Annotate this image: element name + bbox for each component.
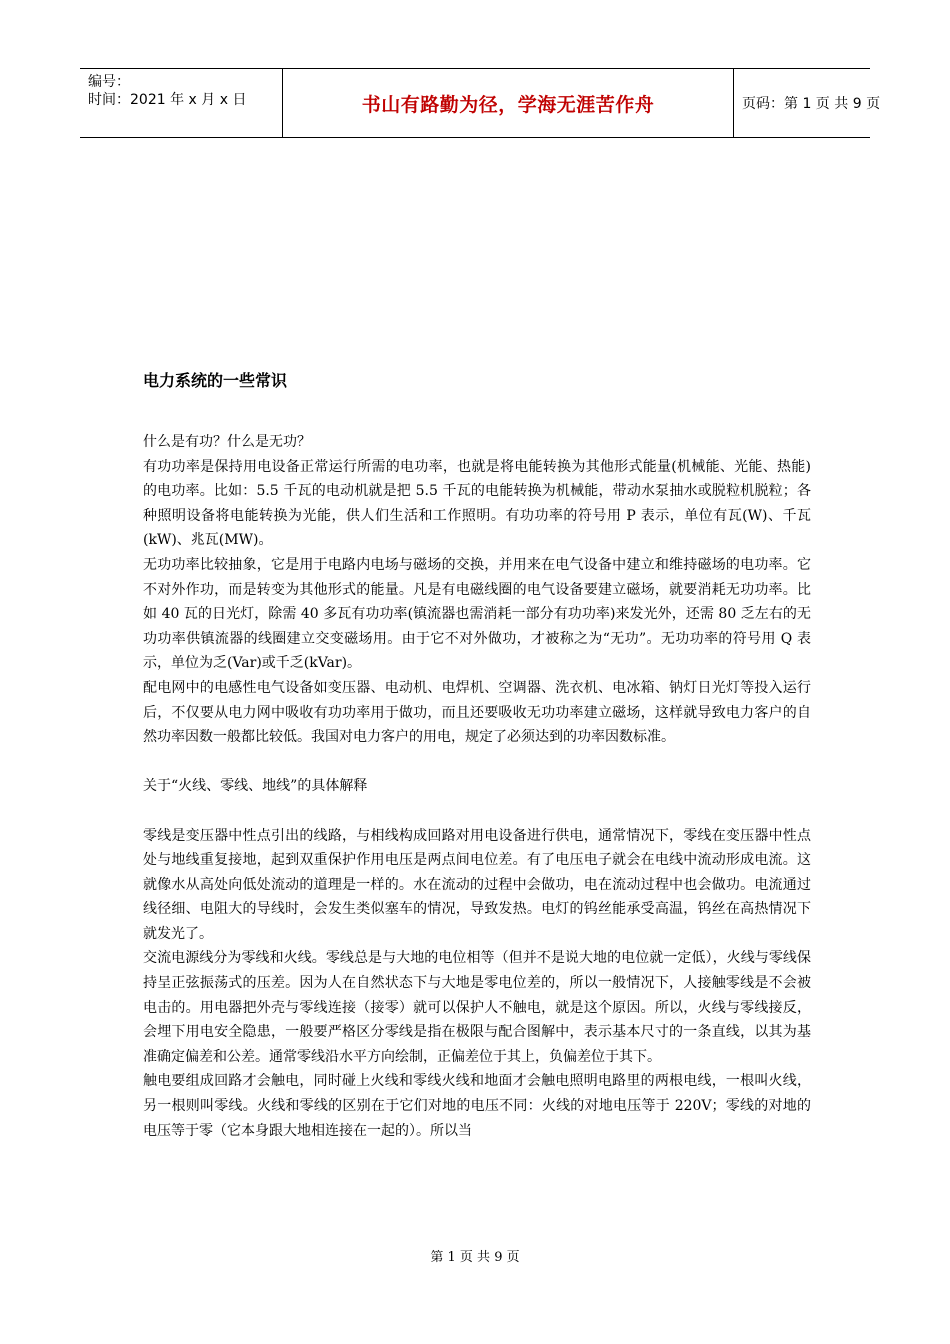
paragraph: 有功功率是保持用电设备正常运行所需的电功率，也就是将电能转换为其他形式能量(机械能、光能、热能)的电功率。比如：5.5 千瓦的电动机就是把 5.5 千瓦的电能转换为机械能，带动水泵抽水或脱粒机脱粒；各种照明设备将电能转换为光能，供人们生活和工作照明。有功功率的符号用 P 表示，单位有瓦(W)、千瓦(kW)、兆瓦(MW)。 [143, 458, 811, 549]
header-motto-cell [282, 69, 734, 137]
paragraph: 交流电源线分为零线和火线。零线总是与大地的电位相等（但并不是说大地的电位就一定低），火线与零线保持呈正弦振荡式的压差。因为人在自然状态下与大地是零电位差的，所以一般情况下，人接触零线是不会被电击的。用电器把外壳与零线连接（接零）就可以保护人不触电，就是这个原因。所以，火线与零线接反，会埋下用电安全隐患，一般要严格区分零线是指在极限与配合图解中，表示基本尺寸的一条直线，以其为基准确定偏差和公差。通常零线沿水平方向绘制，正偏差位于其上，负偏差位于其下。 [143, 950, 811, 1065]
document-body [143, 430, 811, 1143]
document-date: 时间：2021 年 x 月 x 日 [88, 92, 247, 108]
header-page-cell [733, 69, 881, 137]
header-motto: 书山有路勤为径，学海无涯苦作舟 [361, 93, 655, 116]
document-number: 编号： [88, 74, 130, 90]
paragraph: 零线是变压器中性点引出的线路，与相线构成回路对用电设备进行供电，通常情况下，零线在变压器中性点处与地线重复接地，起到双重保护作用电压是两点间电位差。有了电压电子就会在电线中流动形成电流。这就像水从高处向低处流动的道理是一样的。水在流动的过程中会做功，电在流动过程中也会做功。电流通过线径细、电阻大的导线时，会发生类似塞车的情况，导致发热。电灯的钨丝能承受高温，钨丝在高热情况下就发光了。 [143, 827, 811, 942]
paragraph: 什么是有功？什么是无功？ [143, 434, 311, 450]
document-title: 电力系统的一些常识 [143, 371, 288, 390]
paragraph: 触电要组成回路才会触电，同时碰上火线和零线火线和地面才会触电照明电路里的两根电线，一根叫火线，另一根则叫零线。火线和零线的区别在于它们对地的电压不同：火线的对地电压等于 220V；零线的对地的电压等于零（它本身跟大地相连接在一起的）。所以当 [143, 1073, 811, 1139]
page-footer: 第 1 页 共 9 页 [430, 1250, 520, 1265]
paragraph: 无功功率比较抽象，它是用于电路内电场与磁场的交换，并用来在电气设备中建立和维持磁场的电功率。它不对外作功，而是转变为其他形式的能量。凡是有电磁线圈的电气设备要建立磁场，就要消耗无功功率。比如 40 瓦的日光灯，除需 40 多瓦有功功率(镇流器也需消耗一部分有功功率)来发光外，还需 80 乏左右的无功功率供镇流器的线圈建立交变磁场用。由于它不对外做功，才被称之为“无功”。无功功率的符号用 Q 表示，单位为乏(Var)或千乏(kVar)。 [143, 556, 811, 672]
header-table [80, 68, 881, 138]
paragraph-spacer [143, 750, 811, 775]
header-page-info: 页码：第 1 页 共 9 页 [742, 96, 881, 112]
header-meta [80, 69, 282, 137]
paragraph-spacer [143, 799, 811, 824]
paragraph: 配电网中的电感性电气设备如变压器、电动机、电焊机、空调器、洗衣机、电冰箱、钠灯日光灯等投入运行后，不仅要从电力网中吸收有功功率用于做功，而且还要吸收无功功率建立磁场，这样就导致电力客户的自然功率因数一般都比较低。我国对电力客户的用电，规定了必须达到的功率因数标准。 [143, 679, 811, 746]
section-heading: 关于“火线、零线、地线”的具体解释 [143, 778, 368, 795]
